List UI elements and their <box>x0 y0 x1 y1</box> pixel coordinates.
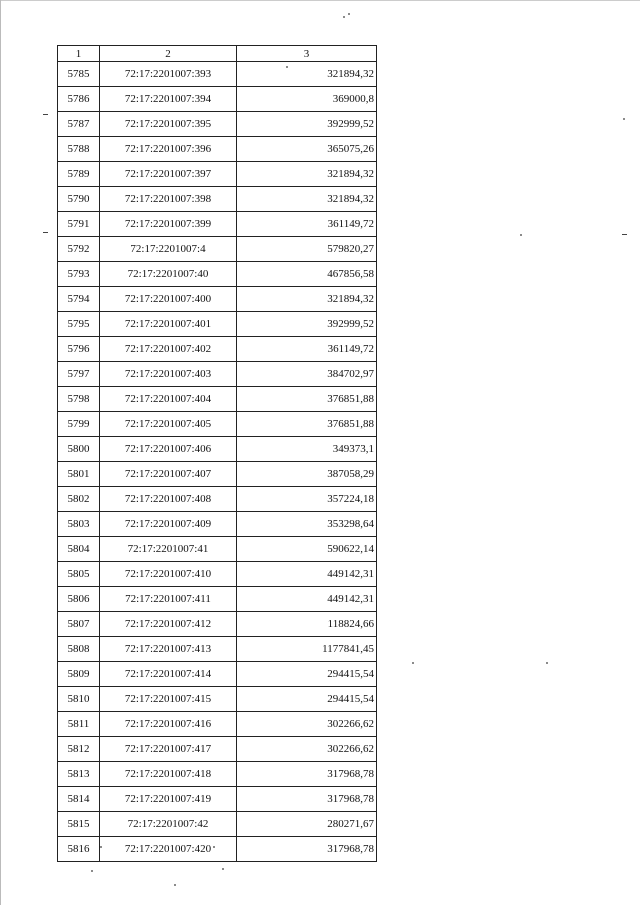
cadastral-value: 317968,78 <box>237 787 377 812</box>
row-number: 5785 <box>58 62 100 87</box>
scan-speck <box>412 662 414 664</box>
cadastral-value: 294415,54 <box>237 662 377 687</box>
table-row <box>58 362 377 387</box>
row-number: 5787 <box>58 112 100 137</box>
table-row <box>58 337 377 362</box>
scan-speck <box>100 846 102 848</box>
cadastral-number: 72:17:2201007:401 <box>100 312 237 337</box>
table-row <box>58 262 377 287</box>
scan-speck <box>348 13 350 15</box>
scan-mark <box>43 232 48 233</box>
row-number: 5786 <box>58 87 100 112</box>
row-number: 5795 <box>58 312 100 337</box>
table-row <box>58 387 377 412</box>
table-row <box>58 537 377 562</box>
table-header-row <box>58 46 377 62</box>
cadastral-number: 72:17:2201007:40 <box>100 262 237 287</box>
table-row <box>58 762 377 787</box>
table-row <box>58 437 377 462</box>
cadastral-number: 72:17:2201007:398 <box>100 187 237 212</box>
cadastral-number: 72:17:2201007:400 <box>100 287 237 312</box>
table-row <box>58 287 377 312</box>
cadastral-value: 449142,31 <box>237 587 377 612</box>
cadastral-number: 72:17:2201007:394 <box>100 87 237 112</box>
row-number: 5801 <box>58 462 100 487</box>
scan-speck <box>222 868 224 870</box>
row-number: 5798 <box>58 387 100 412</box>
row-number: 5811 <box>58 712 100 737</box>
table-row <box>58 712 377 737</box>
cadastral-value: 361149,72 <box>237 212 377 237</box>
table-row <box>58 812 377 837</box>
scan-speck <box>174 884 176 886</box>
page-left-edge <box>0 0 1 905</box>
cadastral-value: 302266,62 <box>237 712 377 737</box>
row-number: 5805 <box>58 562 100 587</box>
cadastral-number: 72:17:2201007:396 <box>100 137 237 162</box>
cadastral-value: 302266,62 <box>237 737 377 762</box>
row-number: 5794 <box>58 287 100 312</box>
cadastral-number: 72:17:2201007:397 <box>100 162 237 187</box>
row-number: 5802 <box>58 487 100 512</box>
cadastral-number: 72:17:2201007:403 <box>100 362 237 387</box>
cadastral-value: 392999,52 <box>237 112 377 137</box>
table-row <box>58 612 377 637</box>
table-row <box>58 212 377 237</box>
cadastral-number: 72:17:2201007:407 <box>100 462 237 487</box>
row-number: 5791 <box>58 212 100 237</box>
cadastral-number: 72:17:2201007:412 <box>100 612 237 637</box>
cadastral-value: 353298,64 <box>237 512 377 537</box>
row-number: 5810 <box>58 687 100 712</box>
cadastral-value: 392999,52 <box>237 312 377 337</box>
table-row <box>58 137 377 162</box>
cadastral-value: 349373,1 <box>237 437 377 462</box>
cadastral-value: 361149,72 <box>237 337 377 362</box>
cadastral-value: 294415,54 <box>237 687 377 712</box>
scan-speck <box>286 66 288 68</box>
table-row <box>58 562 377 587</box>
row-number: 5804 <box>58 537 100 562</box>
row-number: 5808 <box>58 637 100 662</box>
cadastral-value: 280271,67 <box>237 812 377 837</box>
table-row <box>58 462 377 487</box>
scan-speck <box>520 234 522 236</box>
scan-speck <box>91 870 93 872</box>
cadastral-value: 387058,29 <box>237 462 377 487</box>
row-number: 5793 <box>58 262 100 287</box>
table-row <box>58 162 377 187</box>
cadastral-number: 72:17:2201007:416 <box>100 712 237 737</box>
scan-speck <box>213 846 215 848</box>
cadastral-value: 449142,31 <box>237 562 377 587</box>
cadastral-value: 467856,58 <box>237 262 377 287</box>
table-row <box>58 487 377 512</box>
cadastral-number: 72:17:2201007:41 <box>100 537 237 562</box>
row-number: 5807 <box>58 612 100 637</box>
cadastral-value: 317968,78 <box>237 837 377 862</box>
cadastral-value: 321894,32 <box>237 187 377 212</box>
cadastral-number: 72:17:2201007:393 <box>100 62 237 87</box>
cadastral-number: 72:17:2201007:410 <box>100 562 237 587</box>
row-number: 5813 <box>58 762 100 787</box>
table-row <box>58 512 377 537</box>
cadastral-value: 590622,14 <box>237 537 377 562</box>
table-row <box>58 237 377 262</box>
table-row <box>58 312 377 337</box>
cadastral-value: 317968,78 <box>237 762 377 787</box>
page-top-edge <box>0 0 640 1</box>
row-number: 5792 <box>58 237 100 262</box>
row-number: 5797 <box>58 362 100 387</box>
cadastral-number: 72:17:2201007:411 <box>100 587 237 612</box>
row-number: 5799 <box>58 412 100 437</box>
cadastral-number: 72:17:2201007:399 <box>100 212 237 237</box>
table-row <box>58 112 377 137</box>
cadastral-value: 376851,88 <box>237 412 377 437</box>
cadastral-value-table <box>57 45 377 862</box>
cadastral-value: 1177841,45 <box>237 637 377 662</box>
table-row <box>58 637 377 662</box>
scan-mark <box>43 114 48 115</box>
cadastral-value: 321894,32 <box>237 62 377 87</box>
table-row <box>58 687 377 712</box>
cadastral-value: 118824,66 <box>237 612 377 637</box>
column-header-3: 3 <box>237 46 377 62</box>
row-number: 5809 <box>58 662 100 687</box>
cadastral-number: 72:17:2201007:414 <box>100 662 237 687</box>
cadastral-number: 72:17:2201007:415 <box>100 687 237 712</box>
cadastral-number: 72:17:2201007:417 <box>100 737 237 762</box>
table-row <box>58 737 377 762</box>
scan-speck <box>623 118 625 120</box>
cadastral-value: 579820,27 <box>237 237 377 262</box>
cadastral-value: 384702,97 <box>237 362 377 387</box>
scan-speck <box>546 662 548 664</box>
row-number: 5796 <box>58 337 100 362</box>
cadastral-value: 376851,88 <box>237 387 377 412</box>
column-header-2: 2 <box>100 46 237 62</box>
cadastral-number: 72:17:2201007:406 <box>100 437 237 462</box>
table-body <box>58 62 377 862</box>
cadastral-number: 72:17:2201007:408 <box>100 487 237 512</box>
cadastral-value: 357224,18 <box>237 487 377 512</box>
cadastral-number: 72:17:2201007:404 <box>100 387 237 412</box>
row-number: 5816 <box>58 837 100 862</box>
cadastral-value: 321894,32 <box>237 287 377 312</box>
row-number: 5789 <box>58 162 100 187</box>
cadastral-number: 72:17:2201007:409 <box>100 512 237 537</box>
row-number: 5815 <box>58 812 100 837</box>
scan-mark <box>622 234 627 235</box>
table-row <box>58 412 377 437</box>
table-row <box>58 662 377 687</box>
table-row <box>58 587 377 612</box>
cadastral-number: 72:17:2201007:413 <box>100 637 237 662</box>
cadastral-value: 365075,26 <box>237 137 377 162</box>
cadastral-value: 321894,32 <box>237 162 377 187</box>
column-header-1: 1 <box>58 46 100 62</box>
row-number: 5814 <box>58 787 100 812</box>
table-row <box>58 837 377 862</box>
scan-speck <box>343 16 345 18</box>
cadastral-number: 72:17:2201007:418 <box>100 762 237 787</box>
cadastral-value: 369000,8 <box>237 87 377 112</box>
cadastral-number: 72:17:2201007:42 <box>100 812 237 837</box>
table-row <box>58 62 377 87</box>
row-number: 5803 <box>58 512 100 537</box>
table-row <box>58 87 377 112</box>
table-row <box>58 787 377 812</box>
row-number: 5800 <box>58 437 100 462</box>
cadastral-number: 72:17:2201007:4 <box>100 237 237 262</box>
cadastral-number: 72:17:2201007:395 <box>100 112 237 137</box>
row-number: 5788 <box>58 137 100 162</box>
cadastral-number: 72:17:2201007:402 <box>100 337 237 362</box>
row-number: 5812 <box>58 737 100 762</box>
cadastral-number: 72:17:2201007:420 <box>100 837 237 862</box>
table-row <box>58 187 377 212</box>
cadastral-number: 72:17:2201007:419 <box>100 787 237 812</box>
row-number: 5806 <box>58 587 100 612</box>
row-number: 5790 <box>58 187 100 212</box>
cadastral-number: 72:17:2201007:405 <box>100 412 237 437</box>
